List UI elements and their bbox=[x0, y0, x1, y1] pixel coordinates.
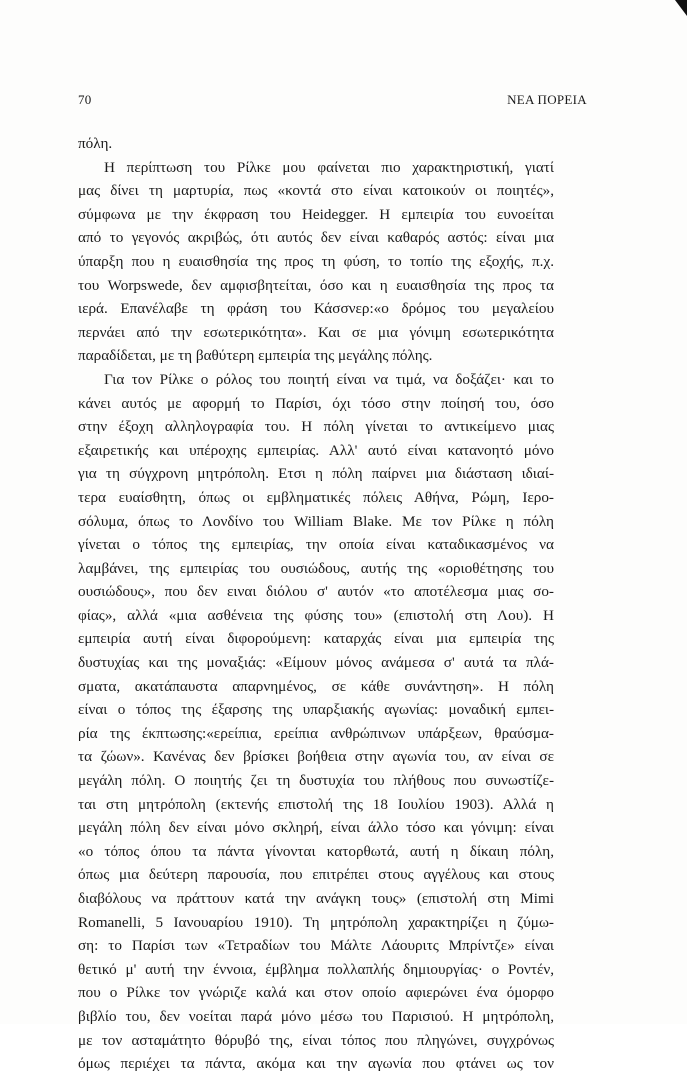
text-line: ουσιώδους», που δεν ειναι διόλου σ' αυτόν «το αποτέλεσμα μιας σο- bbox=[78, 583, 554, 601]
running-header bbox=[78, 92, 587, 108]
running-title: ΝΕΑ ΠΟΡΕΙΑ bbox=[507, 92, 587, 107]
text-line: μας δίνει τη μαρτυρία, πως «κοντά στο είναι κατοικούν οι ποιητές», bbox=[78, 182, 554, 200]
text-line: θετικό μ' αυτή την έννοια, έμβλημα πολλαπλής δημιουργίας· ο Ροντέν, bbox=[78, 960, 554, 978]
body-text bbox=[78, 132, 554, 1076]
text-line: πόλη. bbox=[78, 135, 113, 152]
text-line: στην έξοχη αλληλογραφία του. Η πόλη γίνεται το αντικείμενο μιας bbox=[78, 418, 554, 436]
text-line: διαβόλους να πράττουν κατά την ανάγκη τους» (επιστολή στη Mimi bbox=[78, 890, 554, 907]
text-line: για τη σύγχρονη μητρόπολη. Ετσι η πόλη παίρνει μια διάσταση ιδιαί- bbox=[78, 465, 554, 483]
text-line: μεγάλη πόλη δεν είναι μόνο σκληρή, είναι άλλο τόσο και γόνιμη: είναι bbox=[78, 819, 554, 837]
text-line: ύπαρξη που η ευαισθησία της προς τη φύση, το τοπίο της εξοχής, π.χ. bbox=[78, 252, 554, 270]
text-line: γίνεται ο τόπος της εμπειρίας, την οποία είναι καταδικασμένος να bbox=[78, 536, 554, 554]
text-line: είναι ο τόπος της έξαρσης της υπαρξιακής αγωνίας: μοναδική εμπει- bbox=[78, 701, 554, 719]
text-line: σόλυμα, όπως το Λονδίνο του William Blake. Με τον Ρίλκε η πόλη bbox=[78, 512, 554, 530]
text-line: μεγάλη πόλη. Ο ποιητής ζει τη δυστυχία του πλήθους που συνωστίζε- bbox=[78, 772, 554, 790]
text-line: παραδίδεται, με τη βαθύτερη εμπειρία της μεγάλης πόλης. bbox=[78, 347, 433, 365]
text-line: λαμβάνει, της εμπειρίας του ουσιώδους, αυτής της «οριοθέτησης του bbox=[78, 559, 554, 577]
text-line: Για τον Ρίλκε ο ρόλος του ποιητή είναι να τιμά, να δοξάζει· και το bbox=[104, 370, 554, 388]
text-line: με τον ασταμάτητο θόρυβό της, είναι τόπος που πληγώνει, συγχρόνως bbox=[78, 1031, 554, 1049]
text-line: όμως περιέχει τα πάντα, ακόμα και την αγωνία που φτάνει ως τον bbox=[78, 1055, 554, 1073]
text-line: εξαιρετικής και υπέροχης εμπειρίας. Αλλ' αυτό είναι κατανοητό μόνο bbox=[78, 441, 554, 459]
text-line: φίας», αλλά «μια ασθένεια της φύσης του» (επιστολή στη Λου). Η bbox=[78, 606, 554, 624]
text-line: που ο Ρίλκε τον γνώριζε καλά και στον οποίο αφιερώνει ένα όμορφο bbox=[78, 984, 554, 1002]
text-line: εμπειρία αυτή είναι διφορούμενη: καταρχάς είναι μια εμπειρία της bbox=[78, 630, 554, 648]
paragraph bbox=[78, 132, 554, 156]
text-line: σύμφωνα με την έκφραση του Heidegger. Η εμπειρία του ευνοείται bbox=[78, 205, 554, 223]
page-number: 70 bbox=[78, 92, 92, 107]
text-line: ιερά. Επανέλαβε τη φράση του Κάσσνερ:«ο δρόμος του μεγαλείου bbox=[78, 300, 554, 318]
text-line: ται στη μητρόπολη (εκτενής επιστολή της 18 Ιουλίου 1903). Αλλά η bbox=[78, 795, 554, 813]
text-line: δυστυχίας και της μοναξιάς: «Είμουν μόνος ανάμεσα σ' αυτά τα πλά- bbox=[78, 654, 554, 672]
text-line: από το γεγονός ακριβώς, ότι αυτός δεν είναι καθαρός αστός: είναι μια bbox=[78, 229, 554, 247]
text-line: «ο τόπος όπου τα πάντα γίνονται κατορθωτά, αυτή η δίκαιη πόλη, bbox=[78, 842, 554, 860]
text-line: του Worpswede, δεν αμφισβητείται, όσο και η ευαισθησία της προς τα bbox=[78, 276, 554, 294]
text-line: όπως μια δεύτερη παρουσία, που επιτρέπει στους αγγέλους και στους bbox=[78, 866, 554, 884]
text-line: Η περίπτωση του Ρίλκε μου φαίνεται πιο χαρακτηριστική, γιατί bbox=[104, 158, 554, 176]
text-line: Romanelli, 5 Ιανουαρίου 1910). Τη μητρόπολη χαρακτηρίζει η ζύμω- bbox=[78, 913, 554, 931]
text-line: κάνει αυτός με αφορμή το Παρίσι, όχι τόσο στην ποίησή του, όσο bbox=[78, 394, 554, 412]
scan-corner-mark bbox=[675, 0, 687, 16]
text-line: βιβλίο του, δεν νοείται παρά μόνο μέσω του Παρισιού. Η μητρόπολη, bbox=[78, 1007, 554, 1025]
text-line: ση: το Παρίσι των «Τετραδίων του Μάλτε Λάουριτς Μπρίντζε» είναι bbox=[78, 937, 554, 955]
text-line: σματα, ακατάπαυστα απαρνημένος, σε κάθε συνάντηση». Η πόλη bbox=[78, 677, 554, 695]
text-line: περνάει από την εσωτερικότητα». Και σε μια γόνιμη εσωτερικότητα bbox=[78, 323, 554, 341]
text-line: τα ζώων». Κανένας δεν βρίσκει βοήθεια στην αγωνία του, αν είναι σε bbox=[78, 748, 554, 766]
text-line: τερα ευαίσθητη, όπως οι εμβληματικές πόλεις Αθήνα, Ρώμη, Ιερο- bbox=[78, 488, 554, 506]
paragraph bbox=[78, 368, 554, 1076]
paragraph bbox=[78, 156, 554, 368]
text-line: ρία της έκπτωσης:«ερείπια, ερείπια ανθρώπινων υπάρξεων, θραύσμα- bbox=[78, 724, 554, 742]
